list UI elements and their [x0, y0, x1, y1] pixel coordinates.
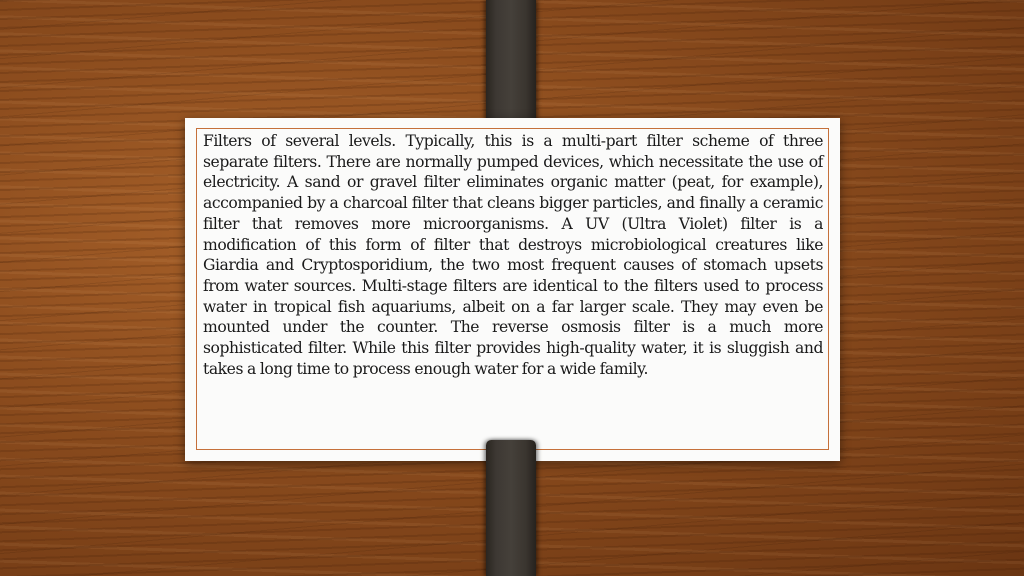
text-card [185, 118, 840, 461]
body-text: Filters of several levels. Typically, this is a multi-part filter scheme of three separate filters. There are normally pumped devices, which necessitate the use of electricity. A sand or gravel filter eliminates organic matter (peat, for example), accompanied by a charcoal filter that cleans bigger particles, and finally a ceramic filter that removes more microorganisms. A UV (Ultra Violet) filter is a modification of this form of filter that destroys microbiological creatures like Giardia and Cryptosporidium, the two most frequent causes of stomach upsets from water sources. Multi-stage filters are identical to the filters used to process water in tropical fish aquariums, albeit on a far larger scale. They may even be mounted under the counter. The reverse osmosis filter is a much more sophisticated filter. While this filter provides high-quality water, it is sluggish and takes a long time to process enough water for a wide family. [203, 132, 823, 378]
strap-bottom [486, 440, 536, 576]
